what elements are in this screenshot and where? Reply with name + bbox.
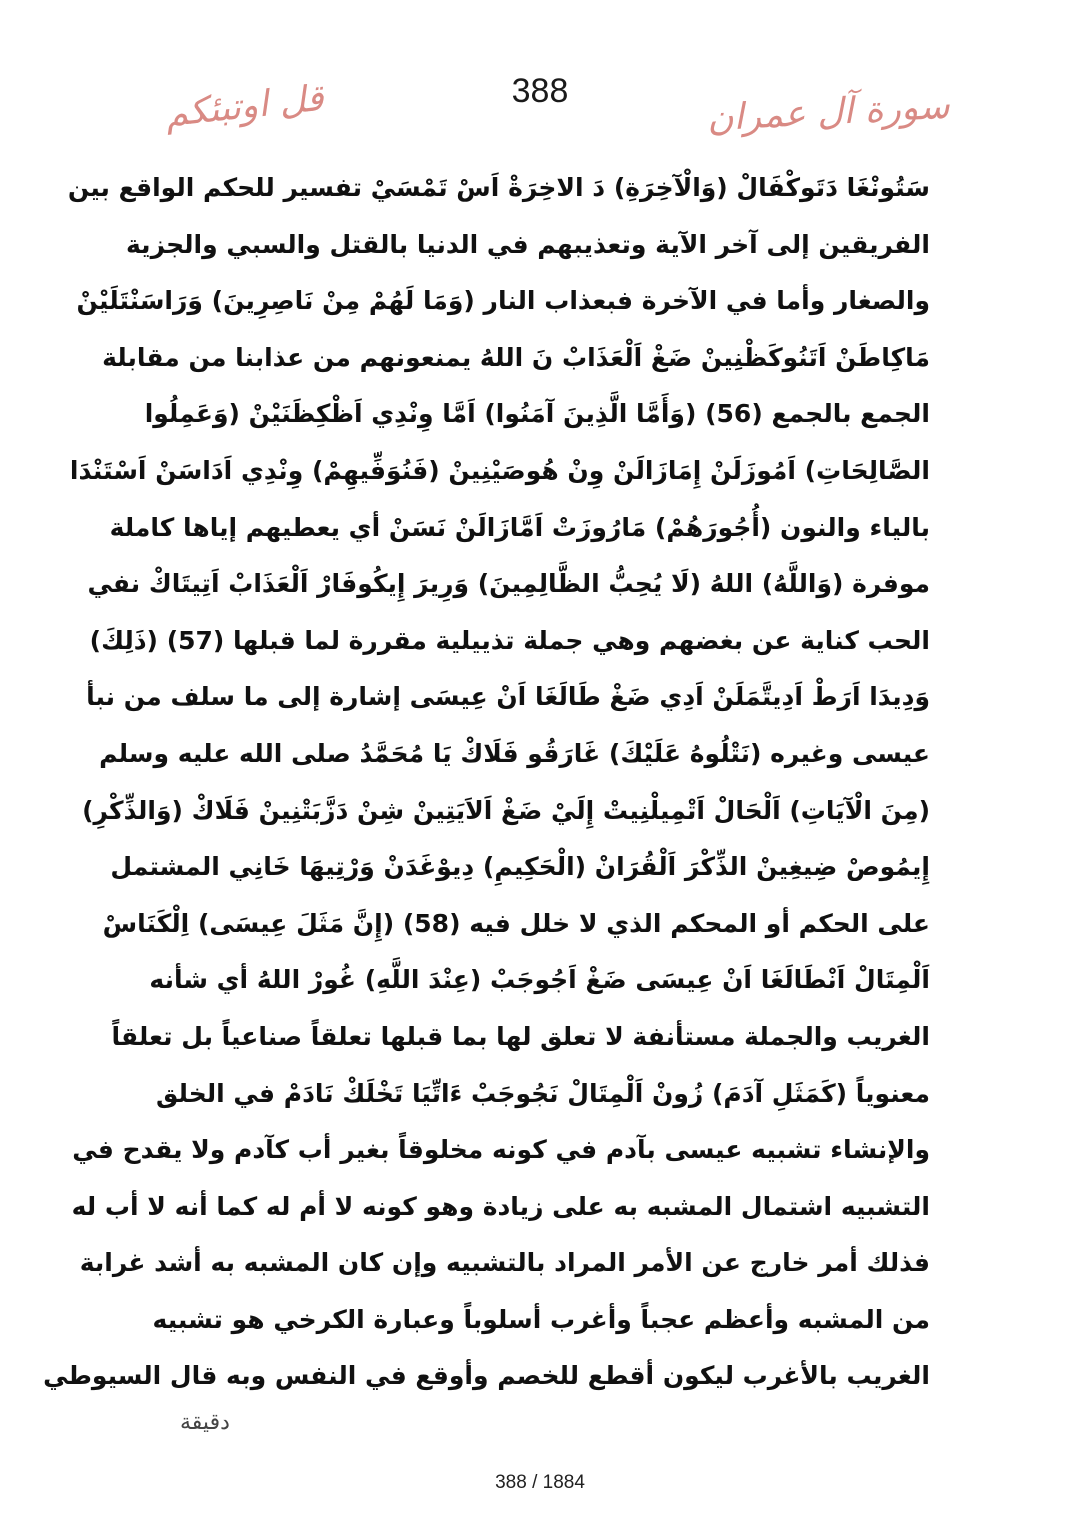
body-text	[43, 160, 930, 1405]
text-line: من المشبه وأعظم عجباً وأغرب أسلوباً وعبارة الكرخي هو تشبيه	[152, 1304, 930, 1334]
handwritten-note-left: قل اوتبئكم	[163, 77, 326, 136]
handwritten-note-right: سورة آل عمران	[706, 85, 951, 140]
text-line: فذلك أمر خارج عن الأمر المراد بالتشبيه وإن كان المشبه به أشد غرابة	[79, 1248, 930, 1278]
text-line: الغريب بالأغرب ليكون أقطع للخصم وأوقع في النفس وبه قال السيوطي	[43, 1361, 930, 1391]
text-line: إِيمُوصْ ضِيغِينْ الذِّكْرَ اَلْقُرَانْ (الْحَكِيمِ) دِيوْغَدَنْ وَرْتِيهَا خَانِي المشتمل	[110, 852, 930, 882]
text-line: اَلْمِتَالْ اَنْطَالَغَا اَنْ عِيسَى ضَغْ اَجُوجَبْ (عِنْدَ اللَّهِ) غُورْ اللهُ أي شأنه	[149, 965, 930, 995]
text-line: مَاكِاطَنْ اَتَنُوكَظْنِينْ ضَغْ اَلْعَذَابْ نَ اللهُ يمنعونهم من عذابنا من مقابلة	[102, 342, 930, 372]
text-line: وَدِيدَا اَرَطْ اَدِيتَّمَلَنْ اَدِي ضَغْ طَالَغَا اَنْ عِيسَى إشارة إلى ما سلف من نبأ	[86, 682, 930, 712]
text-line: الحب كناية عن بغضهم وهي جملة تذييلية مقررة لما قبلها (57) (ذَلِكَ)	[89, 625, 930, 655]
text-line: (مِنَ الْآيَاتِ) اَلْحَالْ اَتْمِيلْنِيتْ إِلَيْ ضَغْ اَلاَيَتِينْ شِنْ دَزَّبَتْنِينْ فَلَاكْ (وَالذِّكْرِ)	[82, 795, 930, 825]
text-line: معنوياً (كَمَثَلِ آدَمَ) زُونْ اَلْمِتَالْ نَجُوجَبْ ءَاتِّيَا تَخْلَكْ نَادَمْ في الخلق	[155, 1078, 930, 1108]
text-line: سَتُونْغَا دَتَوكْفَالْ (وَالْآخِرَةِ) دَ الاخِرَةْ اَسْ تَمْسَيْ تفسير للحكم الواقع بين	[67, 173, 930, 202]
text-line: عيسى وغيره (نَتْلُوهُ عَلَيْكَ) غَارَقُو فَلَاكْ يَا مُحَمَّدُ صلى الله عليه وسلم	[99, 738, 930, 768]
text-line: والإنشاء تشبيه عيسى بآدم في كونه مخلوقاً بغير أب كآدم ولا يقدح في	[72, 1135, 930, 1165]
page-counter: 388 / 1884	[495, 1472, 585, 1493]
text-line: موفرة (وَاللَّهُ) اللهُ (لَا يُحِبُّ الظَّالِمِينَ) وَرِيرَ إِيكُوفَارْ اَلْعَذَابْ اَتِيتَاكْ نفي	[87, 569, 930, 599]
text-line: الصَّالِحَاتِ) اَمُوزَلَنْ إِمَازَالَنْ وِنْ هُوصَيْنِينْ (فَنُوَفِّيهِمْ) وِنْدِي اَدَاسَنْ اَسْتَنْدَا	[69, 455, 930, 485]
text-line: الجمع بالجمع (56) (وَأَمَّا الَّذِينَ آمَنُوا) اَمَّا وِنْدِي اَظْكِظَنَيْنْ (وَعَمِلُوا	[144, 399, 930, 429]
text-line: بالياء والنون (أُجُورَهُمْ) مَارُوزَتْ اَمَّازَالَنْ نَسَنْ أي يعطيهم إياها كاملة	[109, 512, 930, 542]
text-line: الفريقين إلى آخر الآية وتعذيبهم في الدنيا بالقتل والسبي والجزية	[126, 229, 930, 259]
text-line: الغريب والجملة مستأنفة لا تعلق لها بما قبلها تعلقاً صناعياً بل تعلقاً	[111, 1021, 930, 1051]
handwritten-note-bottom: دقيقة	[180, 1410, 230, 1435]
text-line: والصغار وأما في الآخرة فبعذاب النار (وَمَا لَهُمْ مِنْ نَاصِرِينَ) وَرَاسَنْتَلَيْنْ	[76, 286, 930, 316]
text-line: على الحكم أو المحكم الذي لا خلل فيه (58) (إِنَّ مَثَلَ عِيسَى) اِلْكَنَاسْ	[102, 908, 930, 938]
page-number: 388	[511, 72, 569, 110]
text-line: التشبيه اشتمال المشبه به على زيادة وهو كونه لا أم له كما أنه لا أب له	[71, 1191, 930, 1221]
